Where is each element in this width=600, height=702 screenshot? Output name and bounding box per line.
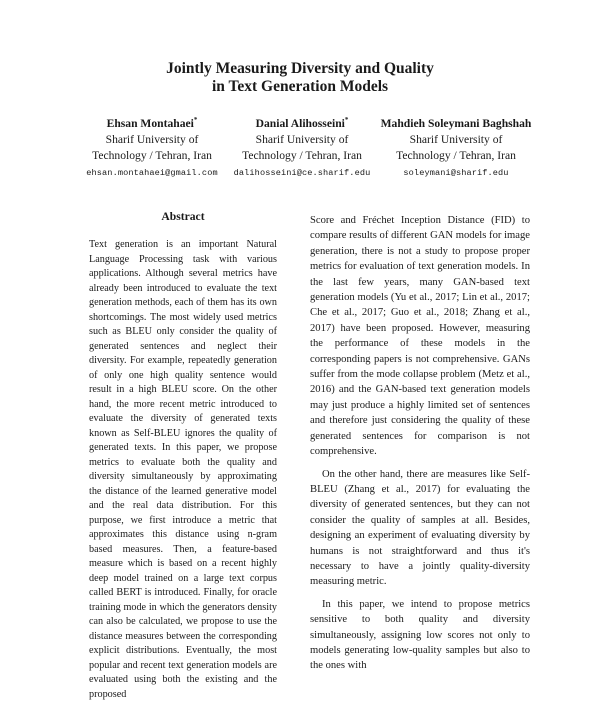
author-name: Mahdieh Soleymani Baghshah (380, 117, 532, 130)
paper-title (0, 60, 600, 96)
abstract-text: Text generation is an important Natural Language Processing task with various applications. Although several metrics have already been introduced to evaluate the text generation methods, each of them has its own shortcomings. The most widely used metrics such as BLEU only consider the quality of generated sentences and neglect their diversity. For example, repeatedly generation of only one high quality sentence would result in a high BLEU score. On the other hand, the more recent metric introduced to evaluate the diversity of generated texts known as Self-BLEU ignores the quality of generated texts. In this paper, we propose metrics to evaluate both the quality and diversity simultaneously by approximating the distance of the learned generative model and the real data distribution. For this purpose, we first introduce a metric that approximates this distance using n-gram based measures. Then, a feature-based measure which is based on a recent highly deep model trained on a large text corpus called BERT is introduced. Finally, for oracle training mode in which the generators density can also be calculated, we propose to use the distance measures between the corresponding explicit distributions. Eventually, the most popular and recent text generation models are evaluated using both the existing and the proposed (89, 239, 277, 700)
author-block (62, 116, 242, 182)
author-block (222, 116, 382, 182)
author-affiliation: Technology / Tehran, Iran (92, 149, 212, 162)
author-email: dalihosseini@ce.sharif.edu (233, 168, 371, 178)
equal-contribution-mark: * (193, 116, 198, 125)
author-affiliation: Sharif University of (105, 133, 199, 146)
author-affiliation: Technology / Tehran, Iran (242, 149, 362, 162)
author-block (366, 116, 546, 182)
author-affiliation: Sharif University of (409, 133, 503, 146)
equal-contribution-mark: * (344, 116, 349, 125)
body-paragraph: On the other hand, there are measures like Self-BLEU (Zhang et al., 2017) for evaluating the diversity of generated sentences, but they can not consider the quality of samples at all. Besides, designing an experiment of evaluating diversity by humans is not straightforward and thus it's necessary to have a jointly quality-diversity measuring metric. (310, 468, 530, 588)
author-affiliation: Technology / Tehran, Iran (396, 149, 516, 162)
abstract-heading: Abstract (161, 210, 205, 223)
title-line-2: in Text Generation Models (211, 78, 389, 95)
title-line-1: Jointly Measuring Diversity and Quality (166, 60, 434, 77)
body-paragraph: Score and Fréchet Inception Distance (FID) to compare results of different GAN models for image generation, there is not a study to propose proper metrics for evaluation of text generation models. In the last few years, many GAN-based text generation models (Yu et al., 2017; Lin et al., 2017; Che et al., 2017; Guo et al., 2018; Zhang et al., 2017) have been proposed. However, measuring the performance of these models in the corresponding papers is not comprehensive. GANs suffer from the mode collapse problem (Metz et al., 2016) and the GAN-based text generation models may just produce a highly limited set of sentences and therefore just considering the quality of these generated sentences for comparison is not comprehensive. (310, 215, 530, 458)
body-paragraph: In this paper, we intend to propose metrics sensitive to both quality and diversity simultaneously, assigning low scores not only to models generating low-quality samples but also to the ones with (310, 598, 530, 672)
author-affiliation: Sharif University of (255, 133, 349, 146)
author-name: Danial Alihosseini (255, 117, 345, 130)
author-email: soleymani@sharif.edu (403, 168, 509, 178)
author-email: ehsan.montahaei@gmail.com (86, 168, 218, 178)
abstract-column (89, 238, 277, 702)
body-column (310, 213, 530, 674)
author-name: Ehsan Montahaei (106, 117, 194, 130)
